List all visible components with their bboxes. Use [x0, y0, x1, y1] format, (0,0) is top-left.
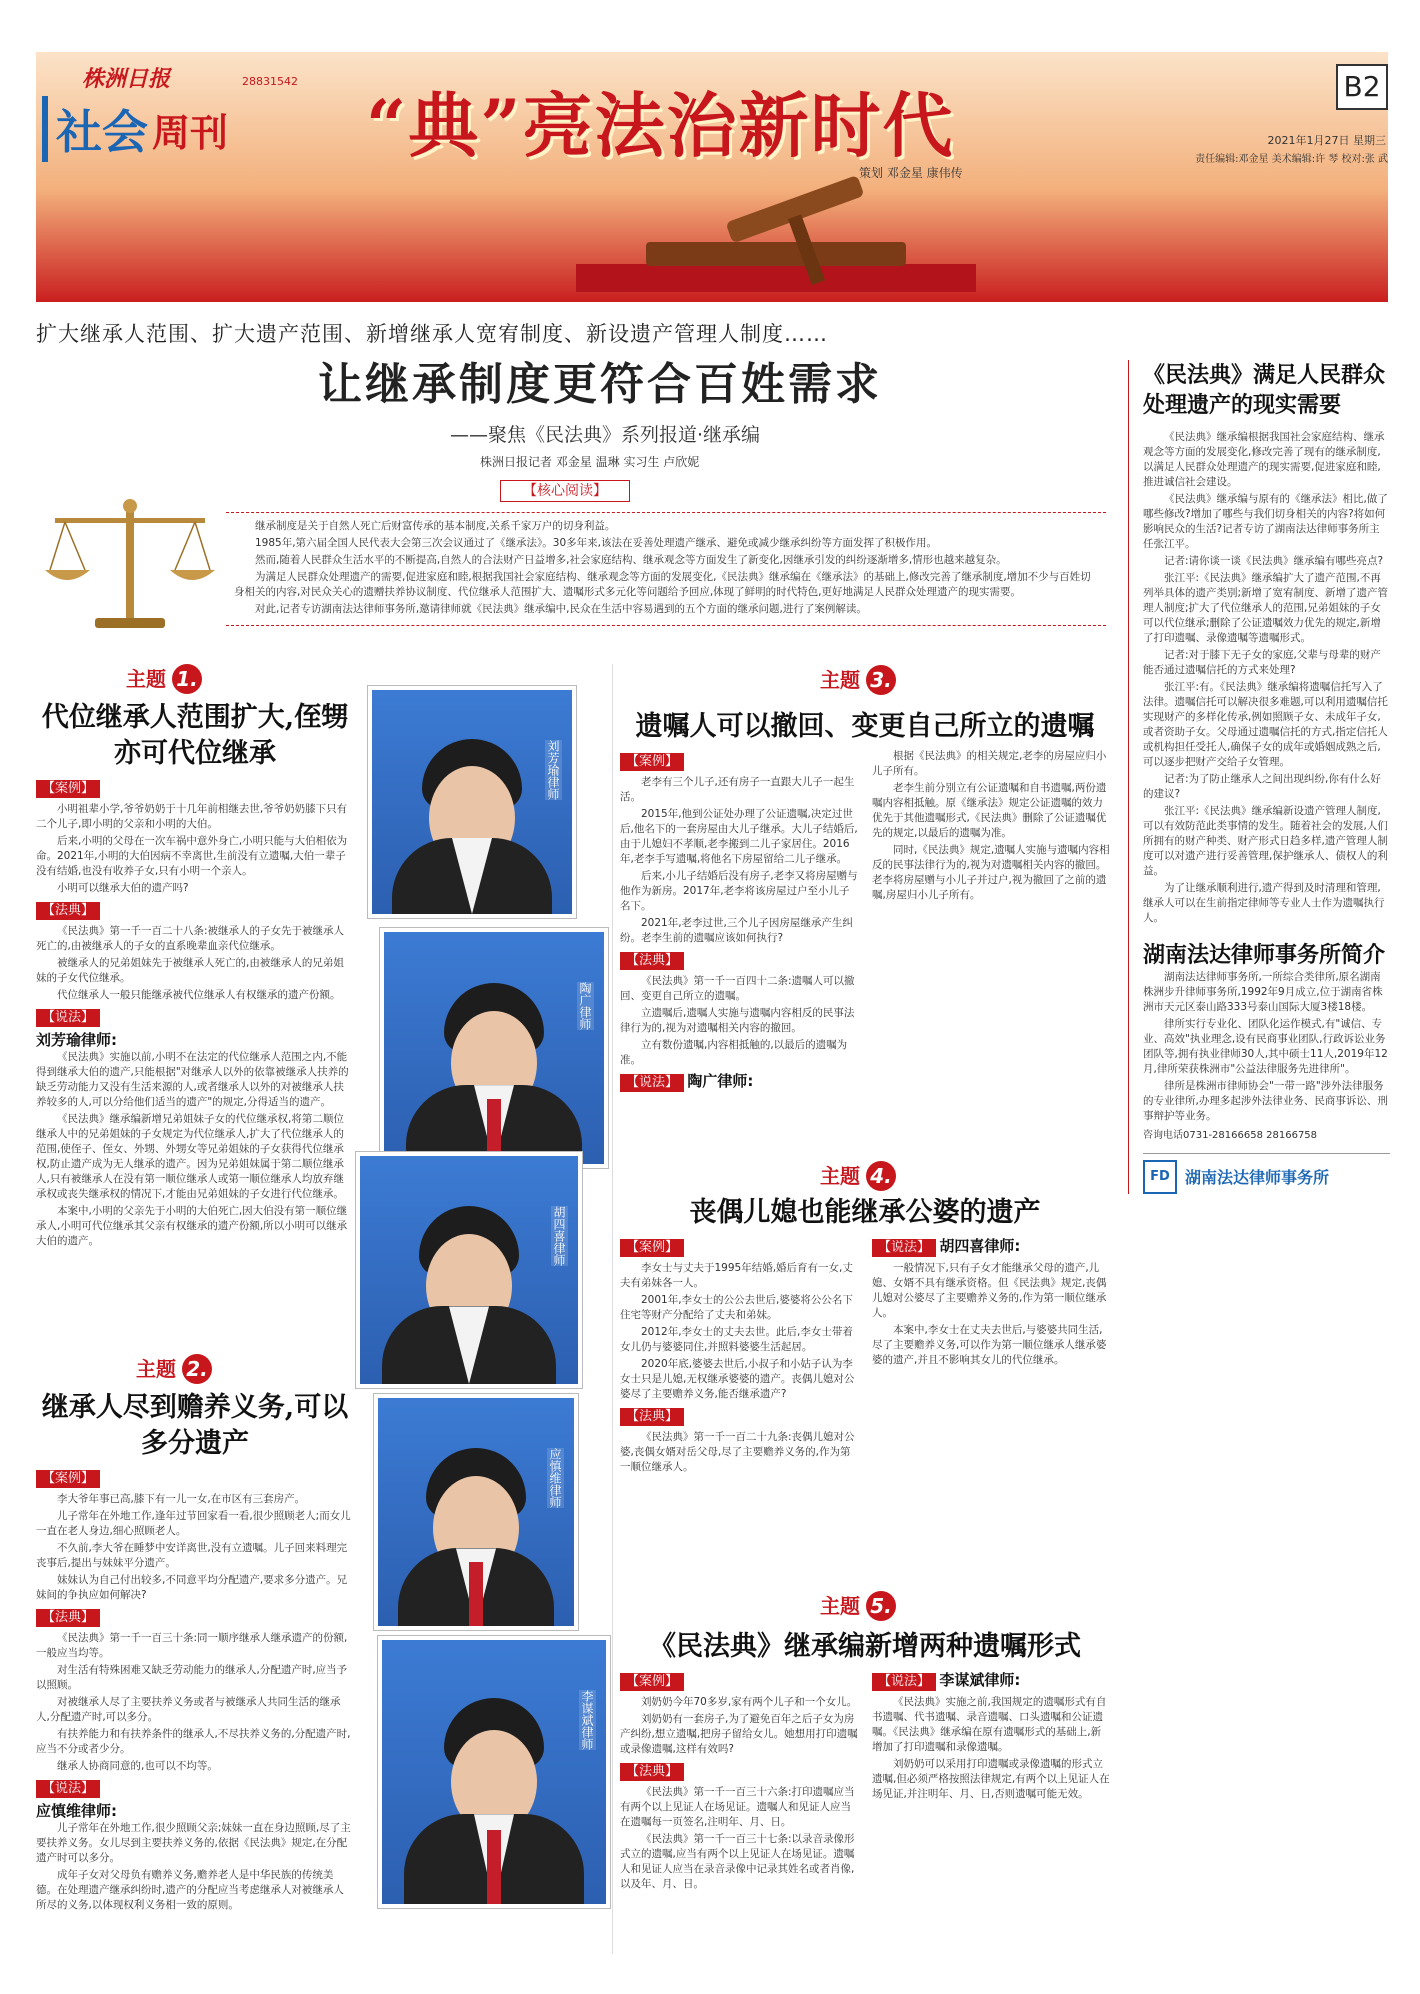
speaker-name: 刘芳瑜律师: — [36, 1031, 117, 1049]
case-paragraph: 后来,小儿子结婚后没有房子,老李又将房屋赠与他作为新房。2017年,老李将该房屋过户至小儿子名下。 — [620, 870, 858, 912]
editor-credits: 责任编辑:邓金星 美术编辑:许 琴 校对:张 武 — [1195, 154, 1388, 165]
firm-logo — [1143, 1153, 1390, 1194]
topic-title: 遗嘱人可以撤回、变更自己所立的遗嘱 — [635, 711, 1095, 742]
case-paragraph: 后来,小明的父母在一次车祸中意外身亡,小明只能与大伯相依为命。2021年,小明的大伯因病不幸离世,生前没有立遗嘱,大伯一辈子没有结婚,也没有收养子女,只有小明一个亲人。 — [36, 835, 348, 877]
hotline: 28831542 — [242, 75, 298, 88]
topic-number: 1. — [172, 664, 202, 694]
topic-title: 《民法典》继承编新增两种遗嘱形式 — [649, 1631, 1081, 1662]
core-paragraph: 然而,随着人民群众生活水平的不断提高,自然人的合法财产日益增多,社会家庭结构、继承观念等方面发生了新变化,因继承引发的纠纷逐渐增多,情形也越来越复杂。 — [255, 554, 1007, 566]
byline: 株洲日报记者 邓金星 温琳 实习生 卢欣妮 — [480, 455, 700, 469]
law-tag: 【法典】 — [620, 1763, 684, 1781]
case-tag: 【案例】 — [620, 1673, 684, 1691]
law-paragraph: 《民法典》第一千一百二十八条:被继承人的子女先于被继承人死亡的,由被继承人的子女的直系晚辈血亲代位继承。 — [36, 925, 345, 952]
case-paragraph: 刘奶奶有一套房子,为了避免百年之后子女为房产纠纷,想立遗嘱,把房子留给女儿。她想用打印遗嘱或录像遗嘱,这样有效吗? — [620, 1713, 858, 1755]
column-divider — [612, 664, 613, 1954]
case-paragraph: 李女士与丈夫于1995年结婚,婚后育有一女,丈夫有弟妹各一人。 — [620, 1262, 853, 1289]
topic-4-col-b — [872, 1235, 1110, 1477]
topic-word: 主题 — [820, 668, 860, 692]
planner-credit: 策划 邓金星 康伟传 — [859, 166, 963, 180]
law-paragraph: 《民法典》第一千一百三十六条:打印遗嘱应当有两个以上见证人在场见证。遗嘱人和见证人应当在遗嘱每一页签名,注明年、月、日。 — [620, 1786, 855, 1828]
case-tag: 【案例】 — [36, 780, 100, 798]
photo-caption: 胡四喜律师 — [552, 1206, 566, 1266]
photo-caption: 刘芳瑜律师 — [546, 740, 560, 800]
lawyer-photo-2 — [374, 1394, 578, 1630]
gavel-icon — [576, 172, 976, 292]
photo-caption: 陶广律师 — [578, 982, 592, 1030]
topic-number: 3. — [866, 665, 896, 695]
topic-4-col-a — [620, 1235, 858, 1477]
law-paragraph: 对被继承人尽了主要扶养义务或者与被继承人共同生活的继承人,分配遗产时,可以多分。 — [36, 1696, 341, 1723]
topic-label — [620, 664, 1110, 695]
law-tag: 【法典】 — [620, 1408, 684, 1426]
law-tag: 【法典】 — [36, 902, 100, 920]
case-paragraph: 老李有三个儿子,还有房子一直跟大儿子一起生活。 — [620, 776, 855, 803]
law-paragraph: 《民法典》第一千一百三十条:同一顺序继承人继承遗产的份额,一般应当均等。 — [36, 1632, 348, 1659]
speech-paragraph: 儿子常年在外地工作,很少照顾父亲;妹妹一直在身边照顾,尽了主要扶养义务。女儿尽到主要扶养义务的,依据《民法典》规定,在分配遗产时可以多分。 — [36, 1822, 351, 1864]
law-paragraph: 有扶养能力和有扶养条件的继承人,不尽扶养义务的,分配遗产时,应当不分或者少分。 — [36, 1728, 351, 1755]
case-paragraph: 2020年底,婆婆去世后,小叔子和小姑子认为李女士只是儿媳,无权继承婆婆的遗产。丧偶儿媳对公婆尽了主要赡养义务,能否继承遗产? — [620, 1358, 855, 1400]
law-paragraph: 立有数份遗嘱,内容相抵触的,以最后的遗嘱为准。 — [620, 1039, 848, 1066]
speech-paragraph: 一般情况下,只有子女才能继承父母的遗产,儿媳、女婿不具有继承资格。但《民法典》规定,丧偶儿媳对公婆尽了主要赡养义务的,作为第一顺位继承人。 — [872, 1262, 1107, 1319]
masthead — [36, 52, 1388, 302]
sidebar-paragraph: 张江平:有。《民法典》继承编将遗嘱信托写入了法律。遗嘱信托可以解决很多难题,可以利用遗嘱信托实现财产的多样化传承,例如照顾子女、未成年子女,或者资助子女。父母通过遗嘱信托的方式,指定信托人或机构担任受托人,确保子女的成年或婚姻成熟之后,可以逐步把财产交给子女管理。 — [1143, 681, 1388, 768]
topic-label — [36, 664, 354, 694]
case-paragraph: 2015年,他到公证处办理了公证遗嘱,决定过世后,他名下的一套房屋由大儿子继承。大儿子结婚后,由于儿媳妇不孝顺,老李搬到二儿子家居住。2016年,老李手写遗嘱,将他名下房屋留给二儿子继承。 — [620, 808, 858, 865]
core-paragraph: 对此,记者专访湖南法达律师事务所,邀请律师就《民法典》继承编中,民众在生活中容易遇到的五个方面的继承问题,进行了案例解读。 — [255, 603, 867, 615]
law-paragraph: 立遗嘱后,遗嘱人实施与遗嘱内容相反的民事法律行为的,视为对遗嘱相关内容的撤回。 — [620, 1007, 855, 1034]
topic-3 — [620, 664, 1110, 1096]
speech-paragraph: 成年子女对父母负有赡养义务,赡养老人是中华民族的传统美德。在处理遗产继承纠纷时,遗产的分配应当考虑继承人对被继承人所尽的义务,以体现权利义务相一致的原则。 — [36, 1869, 344, 1911]
topic-5-columns — [620, 1669, 1110, 1894]
case-paragraph: 小明可以继承大伯的遗产吗? — [57, 882, 189, 894]
weekly-name-a: 社会 — [56, 105, 148, 159]
sidebar-paragraph: 记者:对于膝下无子女的家庭,父辈与母辈的财产能否通过遗嘱信托的方式来处理? — [1143, 649, 1381, 676]
core-paragraph: 1985年,第六届全国人民代表大会第三次会议通过了《继承法》。30多年来,该法在妥善处理遗产继承、避免或减少继承纠纷等方面发挥了积极作用。 — [255, 537, 938, 549]
sidebar-paragraph: 《民法典》继承编与原有的《继承法》相比,做了哪些修改?增加了哪些与我们切身相关的内容?将如何影响民众的生活?记者专访了湖南法达律师事务所主任张江平。 — [1143, 493, 1388, 550]
topic-4-columns — [620, 1235, 1110, 1477]
topic-3-columns — [620, 749, 1110, 1096]
case-tag: 【案例】 — [620, 753, 684, 771]
law-paragraph: 《民法典》第一千一百四十二条:遗嘱人可以撤回、变更自己所立的遗嘱。 — [620, 975, 855, 1002]
topic-title: 代位继承人范围扩大,侄甥亦可代位继承 — [41, 702, 349, 769]
speaker-name: 胡四喜律师: — [939, 1237, 1021, 1255]
speech-paragraph: 同时,《民法典》规定,遗嘱人实施与遗嘱内容相反的民事法律行为的,视为对遗嘱相关内容的撤回。老李将房屋赠与小儿子并过户,视为撤回了之前的遗嘱,房屋归小儿子所有。 — [872, 844, 1110, 901]
masthead-brand — [42, 62, 298, 162]
scales-icon — [40, 490, 220, 640]
speech-paragraph: 本案中,小明的父亲先于小明的大伯死亡,因大伯没有第一顺位继承人,小明可代位继承其父亲有权继承的遗产份额,所以小明可以继承大伯的遗产。 — [36, 1205, 348, 1247]
lawyer-photo-3 — [380, 928, 608, 1168]
topic-5 — [620, 1590, 1110, 1894]
topic-word: 主题 — [820, 1164, 860, 1188]
law-paragraph: 《民法典》第一千一百二十九条:丧偶儿媳对公婆,丧偶女婿对岳父母,尽了主要赡养义务的,作为第一顺位继承人。 — [620, 1431, 855, 1473]
firm-logo-icon: FD — [1143, 1160, 1177, 1194]
topic-1 — [36, 664, 354, 1251]
speak-tag: 【说法】 — [872, 1239, 936, 1257]
lead-subtitle: ——聚焦《民法典》系列报道·继承编 — [450, 424, 761, 446]
issue-date: 2021年1月27日 星期三 — [1267, 134, 1386, 147]
sidebar-paragraph: 张江平:《民法典》继承编新设遗产管理人制度,可以有效防范此类事情的发生。随着社会的发展,人们所拥有的财产种类、财产形式日趋多样,遗产管理人制度可以对遗产进行妥善管理,保护继承人、债权人的利益。 — [1143, 805, 1388, 877]
topic-label — [620, 1590, 1110, 1621]
case-paragraph: 刘奶奶今年70多岁,家有两个儿子和一个女儿。 — [641, 1696, 858, 1708]
topic-number: 2. — [182, 1354, 212, 1384]
paper-name: 株洲日报 — [82, 66, 171, 92]
speak-tag: 【说法】 — [872, 1673, 936, 1691]
topic-label — [620, 1160, 1110, 1191]
topic-4 — [620, 1160, 1110, 1477]
topic-2 — [36, 1354, 354, 1915]
core-paragraph: 继承制度是关于自然人死亡后财富传承的基本制度,关系千家万户的切身利益。 — [255, 520, 616, 532]
case-paragraph: 李大爷年事已高,膝下有一儿一女,在市区有三套房产。 — [57, 1493, 306, 1505]
sidebar — [1128, 360, 1390, 1194]
core-paragraph: 为满足人民群众处理遗产的需要,促进家庭和睦,根据我国社会家庭结构、继承观念等方面的发展变化,《民法典》继承编在《继承法》的基础上,修改完善了继承制度,增加不少与百姓切身相关的内容,对民众关心的遗赠扶养协议制度、代位继承人范围扩大、遗嘱形式多元化等问题给予回应,体现了鲜明的时代特色,更好地满足人民群众处理遗产的现实需要。 — [234, 571, 1091, 598]
sidebar-paragraph: 《民法典》继承编根据我国社会家庭结构、继承观念等方面的发展变化,修改完善了现有的继承制度,以满足人民群众处理遗产的现实需要,促进家庭和睦,推进诚信社会建设。 — [1143, 431, 1385, 488]
topic-number: 5. — [866, 1591, 896, 1621]
topic-title: 继承人尽到赡养义务,可以多分遗产 — [41, 1392, 349, 1459]
case-paragraph: 2021年,老李过世,三个儿子因房屋继承产生纠纷。老李生前的遗嘱应该如何执行? — [620, 917, 853, 944]
law-paragraph: 被继承人的兄弟姐妹先于被继承人死亡的,由被继承人的兄弟姐妹的子女代位继承。 — [36, 957, 344, 984]
speak-tag: 【说法】 — [36, 1780, 100, 1798]
law-paragraph: 《民法典》第一千一百三十七条:以录音录像形式立的遗嘱,应当有两个以上见证人在场见证。遗嘱人和见证人应当在录音录像中记录其姓名或者肖像,以及年、月、日。 — [620, 1833, 855, 1890]
topic-word: 主题 — [136, 1357, 176, 1381]
speech-paragraph: 《民法典》实施之前,我国规定的遗嘱形式有自书遗嘱、代书遗嘱、录音遗嘱、口头遗嘱和公证遗嘱。《民法典》继承编在原有遗嘱形式的基础上,新增加了打印遗嘱和录像遗嘱。 — [872, 1696, 1107, 1753]
speaker-name: 陶广律师: — [687, 1072, 754, 1090]
topic-5-col-b — [872, 1669, 1110, 1894]
speech-paragraph: 根据《民法典》的相关规定,老李的房屋应归小儿子所有。 — [872, 750, 1107, 777]
core-reading — [226, 512, 1106, 626]
speech-paragraph: 《民法典》实施以前,小明不在法定的代位继承人范围之内,不能得到继承大伯的遗产,只能根据"对继承人以外的依靠被继承人扶养的缺乏劳动能力又没有生活来源的人,或者继承人以外的对被继承人扶养较多的人,可以分给他们适当的遗产"的规定,分得适当的遗产。 — [36, 1051, 349, 1108]
firm-logo-name: 湖南法达律师事务所 — [1185, 1167, 1330, 1187]
sidebar-paragraph: 记者:为了防止继承人之间出现纠纷,你有什么好的建议? — [1143, 773, 1381, 800]
weekly-logo — [42, 96, 292, 162]
page-number: B2 — [1336, 64, 1388, 110]
case-paragraph: 儿子常年在外地工作,逢年过节回家看一看,很少照顾老人;而女儿一直在老人身边,细心照顾老人。 — [36, 1510, 351, 1537]
topic-word: 主题 — [820, 1594, 860, 1618]
banner-title: “典”亮法治新时代 — [366, 84, 955, 167]
law-paragraph: 继承人协商同意的,也可以不均等。 — [57, 1760, 218, 1772]
law-tag: 【法典】 — [620, 952, 684, 970]
topic-word: 主题 — [126, 667, 166, 691]
speech-paragraph: 刘奶奶可以采用打印遗嘱或录像遗嘱的形式立遗嘱,但必须严格按照法律规定,有两个以上见证人在场见证,并注明年、月、日,否则遗嘱可能无效。 — [872, 1758, 1110, 1800]
lead-title: 让继承制度更符合百姓需求 — [318, 359, 882, 410]
firm-paragraph: 律所是株洲市律师协会"一带一路"涉外法律服务的专业律所,办理多起涉外法律业务、民商事诉讼、刑事辩护等业务。 — [1143, 1080, 1388, 1122]
topic-label — [36, 1354, 354, 1384]
sidebar-paragraph: 为了让继承顺利进行,遗产得到及时清理和管理,继承人可以在生前指定律师等专业人士作为遗嘱执行人。 — [1143, 882, 1385, 924]
sidebar-title: 《民法典》满足人民群众处理遗产的现实需要 — [1143, 362, 1386, 418]
weekly-name-b: 周刊 — [152, 110, 229, 155]
firm-phone: 咨询电话0731-28166658 28166758 — [1143, 1130, 1318, 1141]
lead-subhead: 扩大继承人范围、扩大遗产范围、新增继承人宽宥制度、新设遗产管理人制度…… — [36, 322, 828, 346]
speaker-name: 李谋斌律师: — [939, 1671, 1021, 1689]
case-paragraph: 小明祖辈小学,爷爷奶奶于十几年前相继去世,爷爷奶奶膝下只有二个儿子,即小明的父亲和小明的大伯。 — [36, 803, 348, 830]
speak-tag: 【说法】 — [620, 1074, 684, 1092]
firm-paragraph: 湖南法达律师事务所,一所综合类律所,原名湖南株洲步升律师事务所,1992年9月成立,位于湖南省株洲市天元区泰山路333号泰山国际大厦3楼18楼。 — [1143, 971, 1383, 1013]
topic-number: 4. — [866, 1161, 896, 1191]
lawyer-photo-4 — [356, 1152, 582, 1388]
law-paragraph: 代位继承人一般只能继承被代位继承人有权继承的遗产份额。 — [57, 989, 341, 1001]
law-tag: 【法典】 — [36, 1609, 100, 1627]
speaker-name: 应慎维律师: — [36, 1802, 117, 1820]
topic-3-col-a — [620, 749, 858, 1096]
speech-paragraph: 《民法典》继承编新增兄弟姐妹子女的代位继承权,将第二顺位继承人中的兄弟姐妹的子女规定为代位继承人,扩大了代位继承人的范围,使侄子、侄女、外甥、外甥女等兄弟姐妹的子女获得代位继承权,防止遗产成为无人继承的遗产。因为兄弟姐妹属于第二顺位继承人,只有被继承人在没有第一顺位继承人或第一顺位继承人均放弃继承权或丧失继承权的情况下,才能由兄弟姐妹的子女进行代位继承。 — [36, 1113, 344, 1200]
lawyer-photo-5 — [378, 1636, 610, 1908]
case-paragraph: 2001年,李女士的公公去世后,婆婆将公公名下住宅等财产分配给了丈夫和弟妹。 — [620, 1294, 853, 1321]
topic-5-col-a — [620, 1669, 858, 1894]
sidebar-paragraph: 张江平:《民法典》继承编扩大了遗产范围,不再列举具体的遗产类别;新增了宽宥制度、新增了遗产管理人制度;扩大了代位继承人的范围,兄弟姐妹的子女可以代位继承;删除了公证遗嘱效力优先的规定,新增了打印遗嘱、录像遗嘱等遗嘱形式。 — [1143, 572, 1389, 644]
photo-caption: 李谋斌律师 — [580, 1690, 594, 1750]
speech-paragraph: 老李生前分别立有公证遗嘱和自书遗嘱,两份遗嘱内容相抵触。原《继承法》规定公证遗嘱的效力优先于其他遗嘱形式,《民法典》删除了公证遗嘱优先的规定,以最后的遗嘱为准。 — [872, 782, 1107, 839]
case-paragraph: 妹妹认为自己付出较多,不同意平均分配遗产,要求多分遗产。兄妹间的争执应如何解决? — [36, 1574, 348, 1601]
core-reading-tag: 【核心阅读】 — [500, 480, 630, 502]
speech-paragraph: 本案中,李女士在丈夫去世后,与婆婆共同生活,尽了主要赡养义务,可以作为第一顺位继承人继承婆婆的遗产,并且不影响其女儿的代位继承。 — [872, 1324, 1107, 1366]
photo-caption: 应慎维律师 — [548, 1448, 562, 1508]
speak-tag: 【说法】 — [36, 1009, 100, 1027]
sidebar-paragraph: 记者:请你谈一谈《民法典》继承编有哪些亮点? — [1164, 555, 1384, 567]
case-tag: 【案例】 — [36, 1470, 100, 1488]
firm-title: 湖南法达律师事务所简介 — [1143, 942, 1386, 968]
topic-title: 丧偶儿媳也能继承公婆的遗产 — [689, 1197, 1041, 1228]
case-paragraph: 2012年,李女士的丈夫去世。此后,李女士带着女儿仍与婆婆同住,并照料婆婆生活起居。 — [620, 1326, 853, 1353]
lawyer-photo-1 — [368, 686, 576, 918]
law-paragraph: 对生活有特殊困难又缺乏劳动能力的继承人,分配遗产时,应当予以照顾。 — [36, 1664, 348, 1691]
firm-paragraph: 律所实行专业化、团队化运作模式,有"诚信、专业、高效"执业理念,设有民商事业团队,行政诉讼业务团队等,拥有执业律师30人,其中硕士11人,2019年12月,律所荣获株洲市"公益法律服务先进律所"。 — [1143, 1018, 1388, 1075]
case-paragraph: 不久前,李大爷在睡梦中安详离世,没有立遗嘱。儿子回来料理完丧事后,提出与妹妹平分遗产。 — [36, 1542, 348, 1569]
case-tag: 【案例】 — [620, 1239, 684, 1257]
topic-3-col-b — [872, 749, 1110, 1096]
